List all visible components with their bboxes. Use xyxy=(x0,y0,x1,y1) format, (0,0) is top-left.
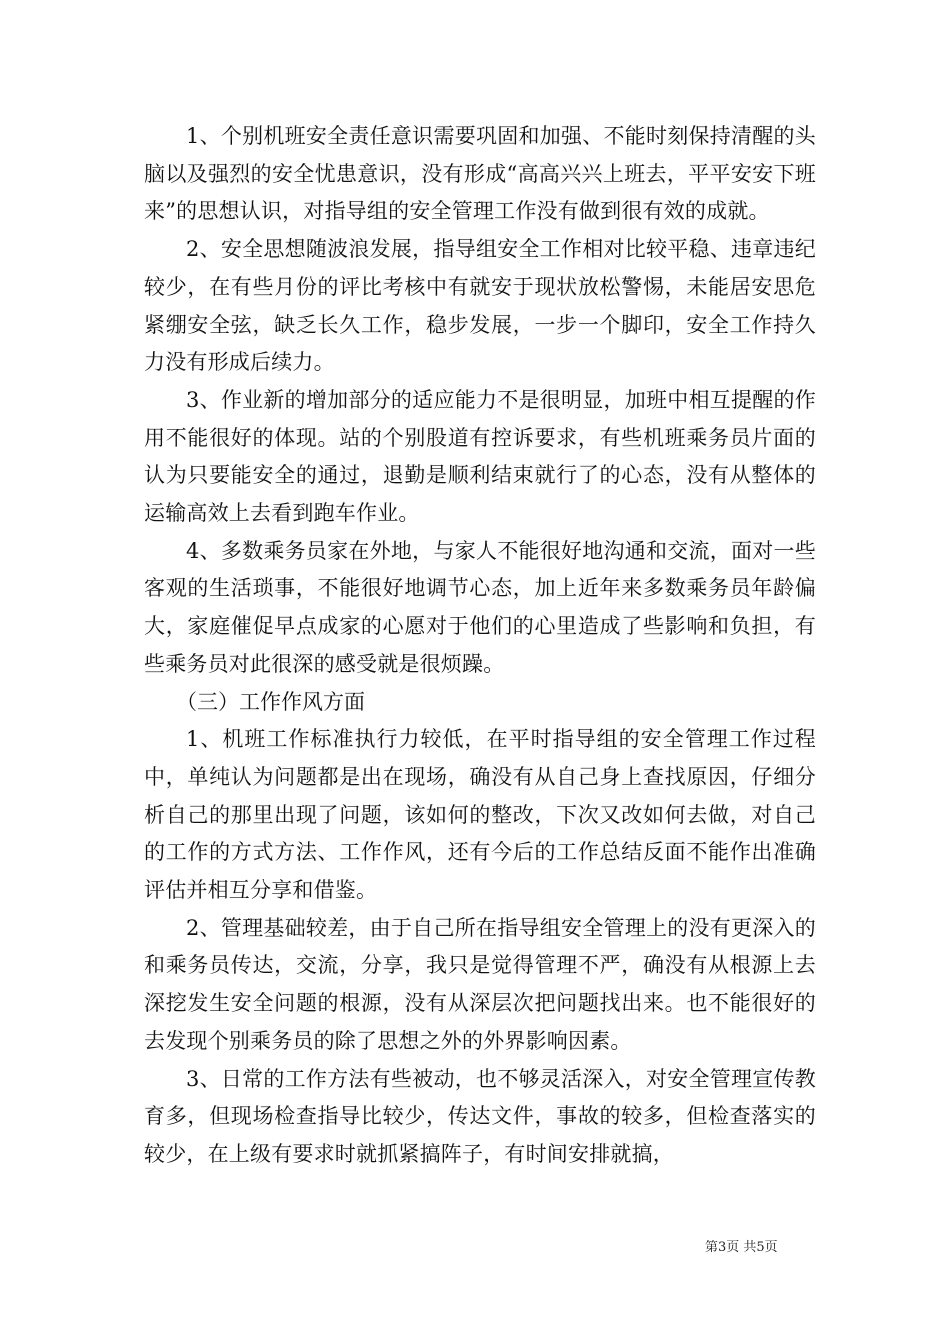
paragraph-item-3: 3、作业新的增加部分的适应能力不是很明显，加班中相互提醒的作用不能很好的体现。站的个别股道有控诉要求，有些机班乘务员片面的认为只要能安全的通过，退勤是顺利结束就行了的心态，没有从整体的运输高效上去看到跑车作业。 xyxy=(144,387,816,526)
paragraph-item-1: 1、个别机班安全责任意识需要巩固和加强、不能时刻保持清醒的头脑以及强烈的安全忧患意识，没有形成“高高兴兴上班去，平平安安下班来”的思想认识，对指导组的安全管理工作没有做到很有效的成就。 xyxy=(144,124,816,224)
section-heading: （三）工作作风方面 xyxy=(176,689,365,714)
paragraph-item-4: 4、多数乘务员家在外地，与家人不能很好地沟通和交流，面对一些客观的生活琐事，不能很好地调节心态，加上近年来多数乘务员年龄偏大，家庭催促早点成家的心愿对于他们的心里造成了些影响和负担，有些乘务员对此很深的感受就是很烦躁。 xyxy=(144,538,816,676)
paragraph-work-style-1: 1、机班工作标准执行力较低，在平时指导组的安全管理工作过程中，单纯认为问题都是出在现场，确没有从自己身上查找原因，仔细分析自己的那里出现了问题，该如何的整改，下次又改如何去做，对自己的工作的方式方法、工作作风，还有今后的工作总结反面不能作出准确评估并相互分享和借鉴。 xyxy=(144,727,816,903)
paragraph-work-style-3: 3、日常的工作方法有些被动，也不够灵活深入，对安全管理宣传教育多，但现场检查指导比较少，传达文件，事故的较多，但检查落实的较少，在上级有要求时就抓紧搞阵子，有时间安排就搞， xyxy=(144,1066,816,1166)
paragraph-item-2: 2、安全思想随波浪发展，指导组安全工作相对比较平稳、违章违纪较少，在有些月份的评比考核中有就安于现状放松警惕，未能居安思危紧绷安全弦，缺乏长久工作，稳步发展，一步一个脚印，安全工作持久力没有形成后续力。 xyxy=(144,237,816,375)
document-body xyxy=(144,118,816,1174)
page-number-footer: 第3页 共5页 xyxy=(705,1240,778,1255)
paragraph-work-style-2: 2、管理基础较差，由于自己所在指导组安全管理上的没有更深入的和乘务员传达，交流，分享，我只是觉得管理不严，确没有从根源上去深挖发生安全问题的根源，没有从深层次把问题找出来。也不能很好的去发现个别乘务员的除了思想之外的外界影响因素。 xyxy=(144,915,816,1053)
